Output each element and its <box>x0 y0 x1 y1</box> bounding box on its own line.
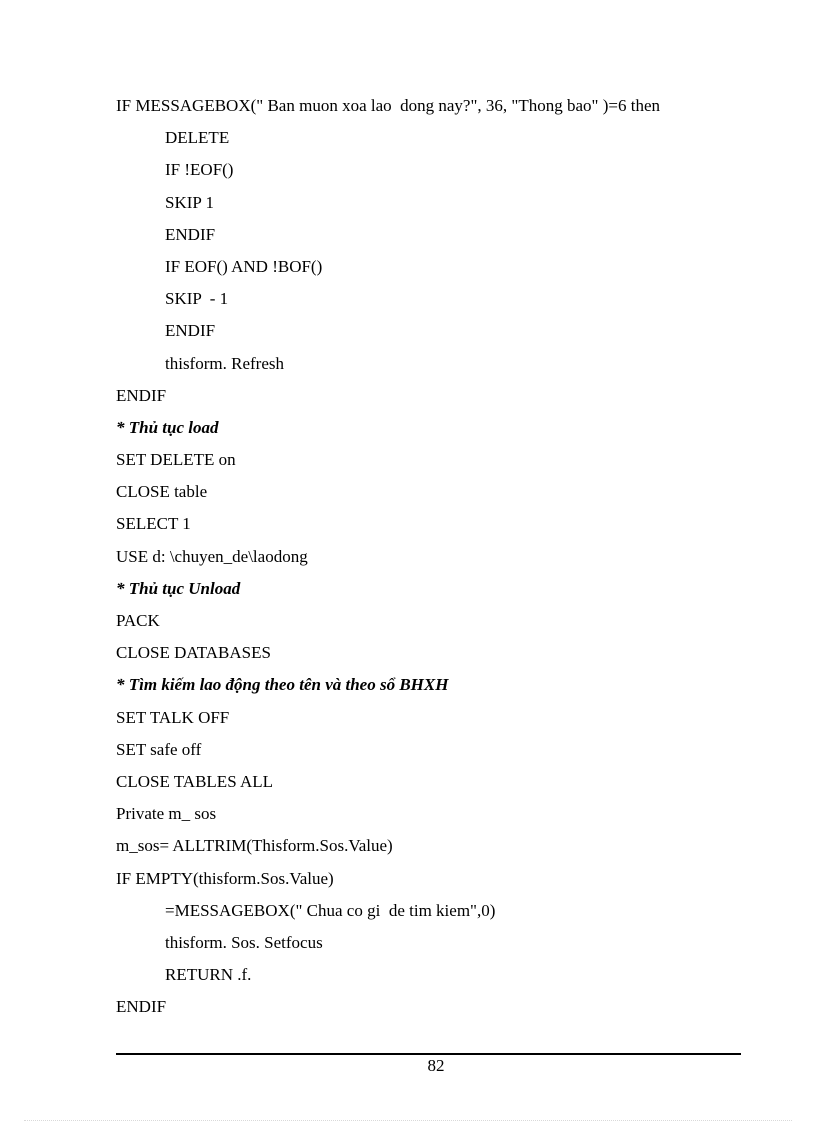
code-line: CLOSE DATABASES <box>116 643 271 663</box>
comment-line: * Tìm kiếm lao động theo tên và theo sổ BHXH <box>116 675 449 695</box>
code-line: ENDIF <box>116 997 167 1017</box>
code-line: PACK <box>116 611 160 630</box>
code-line: SKIP - 1 <box>165 289 229 309</box>
comment-line: * Thủ tục load <box>116 417 219 437</box>
code-line: Private m_ sos <box>116 804 217 824</box>
code-line: SET DELETE on <box>116 450 236 470</box>
code-line: thisform. Refresh <box>165 353 284 373</box>
code-line: m_sos= ALLTRIM(Thisform.Sos.Value) <box>116 836 393 856</box>
code-line: CLOSE TABLES ALL <box>116 771 274 791</box>
code-line: ENDIF <box>165 321 216 341</box>
code-line: SELECT 1 <box>116 514 191 534</box>
footer-rule <box>116 1053 741 1055</box>
code-line: SET safe off <box>116 739 202 759</box>
page-number: 82 <box>427 1056 445 1075</box>
code-line: ENDIF <box>165 224 216 244</box>
code-line: thisform. Sos. Setfocus <box>165 932 323 952</box>
code-line: SKIP 1 <box>165 192 214 212</box>
code-line: USE d: \chuyen_de\laodong <box>116 546 308 566</box>
code-line: IF !EOF() <box>165 160 234 180</box>
code-line: IF EOF() AND !BOF() <box>165 256 323 276</box>
code-line: SET TALK OFF <box>116 707 230 727</box>
code-line: DELETE <box>165 128 230 148</box>
code-line: =MESSAGEBOX(" Chua co gi de tim kiem",0) <box>165 900 496 920</box>
code-line: ENDIF <box>116 385 167 405</box>
page-edge-divider <box>24 1120 792 1121</box>
code-listing <box>116 94 756 1027</box>
code-line: CLOSE table <box>116 482 208 502</box>
code-line: IF MESSAGEBOX(" Ban muon xoa lao dong nay?", 36, "Thong bao" )=6 then <box>116 96 660 115</box>
code-line: IF EMPTY(thisform.Sos.Value) <box>116 868 334 888</box>
code-line: RETURN .f. <box>165 965 252 985</box>
comment-line: * Thủ tục Unload <box>116 578 241 598</box>
